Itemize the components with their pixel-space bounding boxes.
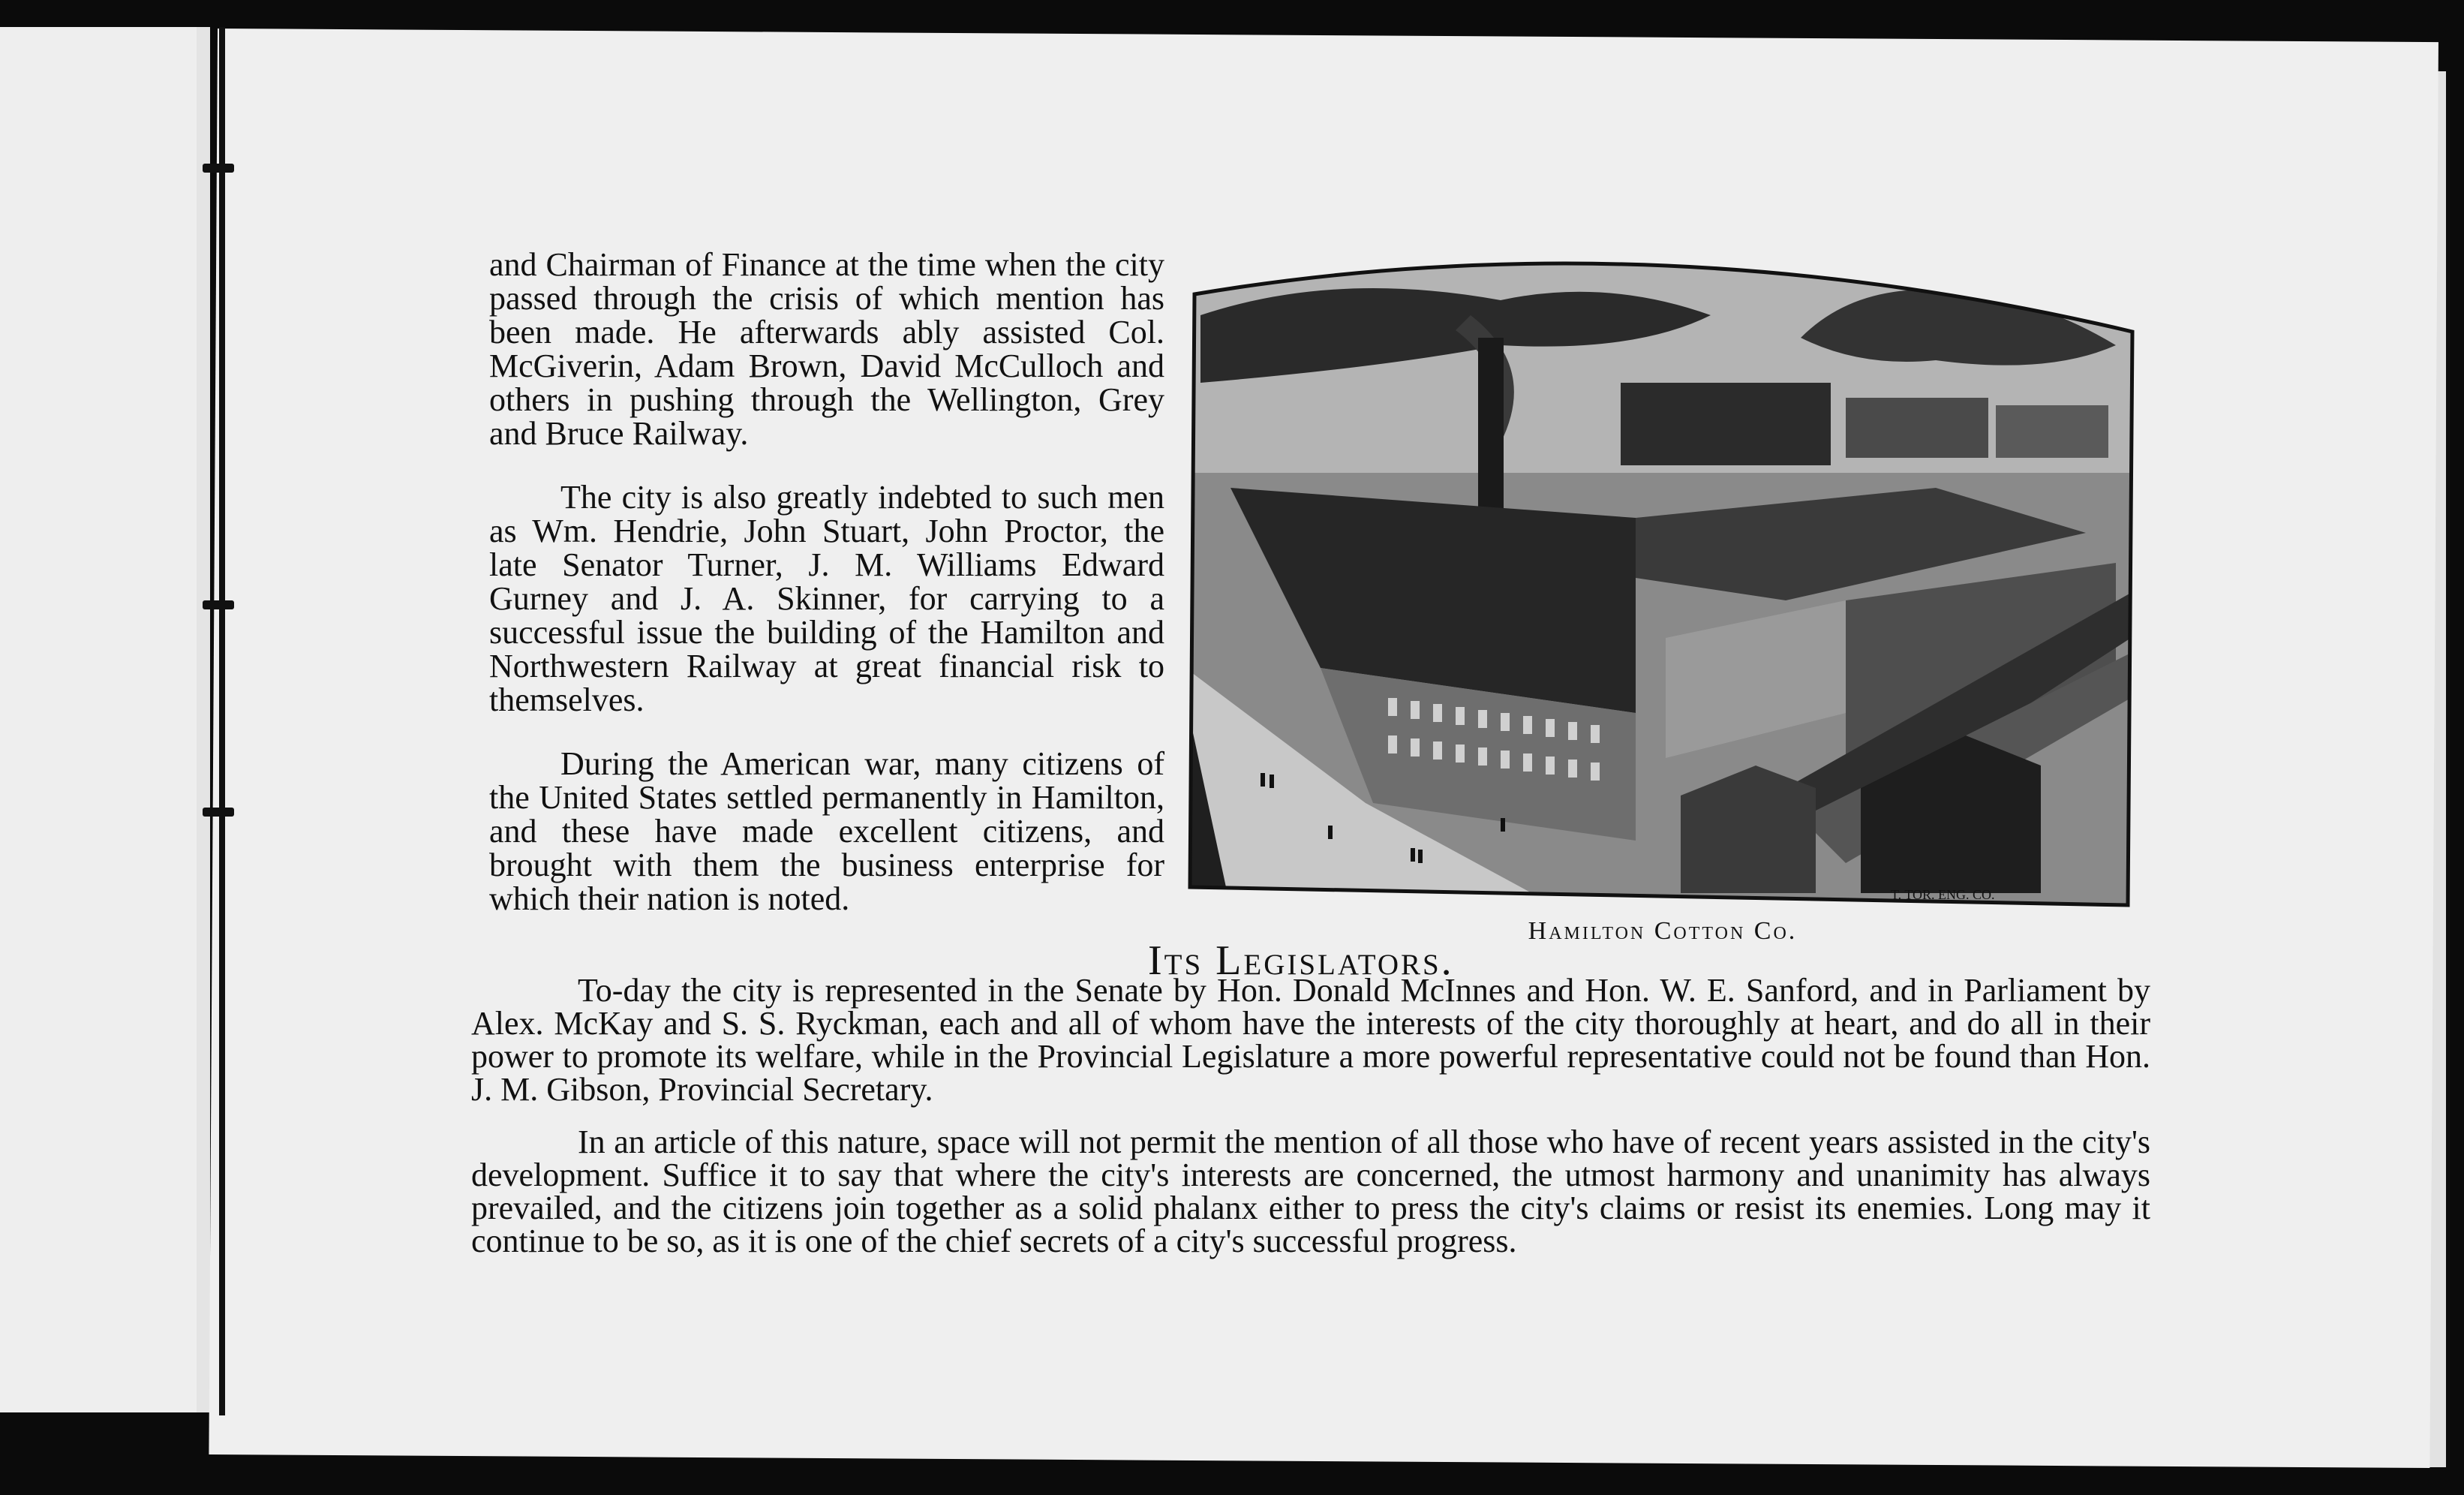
factory-engraving <box>1185 248 2137 908</box>
engraver-mark: T. TOR. ENG. CO. <box>1891 887 1995 902</box>
left-text-column <box>489 248 1164 946</box>
binding-stitch <box>203 600 234 609</box>
figure-caption: Hamilton Cotton Co. <box>1528 917 1798 945</box>
paragraph: The city is also greatly indebted to such men as Wm. Hendrie, John Stuart, John Proctor, the late Senator Turner, J. M. Williams Edward Gurney and J. A. Skinner, for carrying to a successful issue the building of the Hamilton and Northwestern Railway at great financial risk to themselves. <box>489 479 1164 718</box>
paragraph: During the American war, many citizens of the United States settled permanently in Hamilton, and these have made excellent citizens, and brought with them the business enterprise for which their nation is noted. <box>489 745 1164 917</box>
binding-line <box>219 27 225 1415</box>
section-body <box>471 974 2150 1277</box>
section-heading: Its Legislators. <box>1148 937 1454 984</box>
paragraph: To-day the city is represented in the Senate by Hon. Donald McInnes and Hon. W. E. Sanford, and in Parliament by Alex. McKay and S. S. Ryckman, each and all of whom have the interests of the city thoroughly at heart, and do all in their power to promote its welfare, while in the Provincial Legislature a more powerful representative could not be found than Hon. J. M. Gibson, Provincial Secretary. <box>471 972 2150 1108</box>
distant-mill <box>1621 383 1831 465</box>
binding-stitch <box>203 164 234 173</box>
gutter <box>197 27 210 1412</box>
scan-border-top <box>0 0 2464 30</box>
left-page-edge <box>0 27 210 1412</box>
factory-illustration <box>1185 248 2137 908</box>
paragraph: In an article of this nature, space will not permit the mention of all those who have of recent years assisted in the city's development. Suffice it to say that where the city's interests are concerned, the utmost harmony and unanimity has always prevailed, and the citizens join together as a solid phalanx either to press the city's claims or resist its enemies. Long may it continue to be so, as it is one of the chief secrets of a city's successful progress. <box>471 1124 2150 1259</box>
binding-stitch <box>203 808 234 817</box>
paragraph: and Chairman of Finance at the time when the city passed through the crisis of which mention has been made. He afterwards ably assisted Col. McGiverin, Adam Brown, David McCulloch and others in pushing through the Wellington, Grey and Bruce Railway. <box>489 246 1164 452</box>
